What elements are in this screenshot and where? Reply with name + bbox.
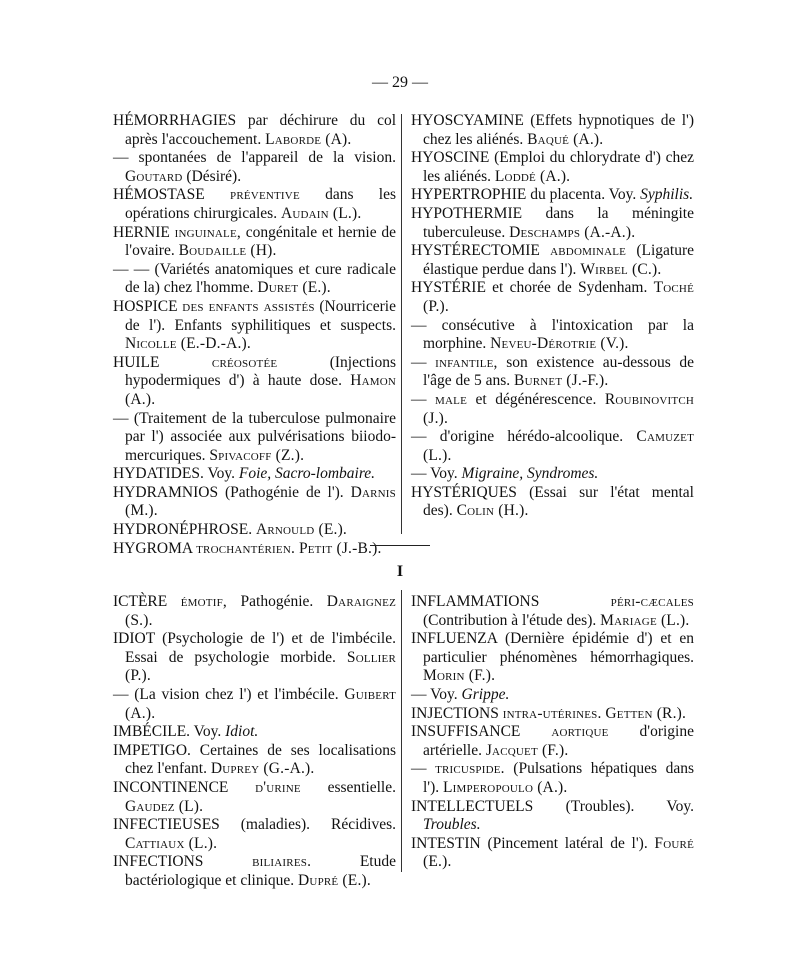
entry-smallcaps-text: Daraignez (S.). — [125, 593, 396, 629]
entry-smallcaps-text: Limperopoulo (A.). — [443, 778, 568, 796]
entry-text: INFLUENZA (Dernière épidémie d') et en particulier phénomènes hémorrhagiques. — [411, 630, 694, 666]
entry-text: HYDRAMNIOS (Pathogénie de l'). — [113, 483, 351, 501]
entry-text: (Contribution à l'étude des). — [423, 611, 601, 629]
entry-italic-text: Syphilis. — [640, 186, 694, 204]
entry-smallcaps-text: infantile, — [435, 353, 498, 371]
entry-smallcaps-text: Roubinovitch (J.). — [423, 390, 694, 427]
entry-text: HYOSCYAMINE (Effets hypnotiques de l') chez les aliénés. — [411, 112, 694, 148]
entry-text: — (La vision chez l') et l'imbécile. — [113, 685, 345, 703]
index-entry — [411, 112, 694, 149]
index-entry — [411, 798, 694, 835]
entry-text: HYOSCINE (Emploi du chlorydrate d') chez les aliénés. — [411, 149, 694, 185]
entry-text: (Pulsations hépatiques dans l'). — [423, 760, 695, 796]
entry-text: — Voy. — [411, 465, 462, 483]
index-entry — [113, 686, 396, 723]
index-entry — [113, 630, 396, 686]
entry-smallcaps-text: Getten (R.). — [605, 704, 687, 722]
entry-smallcaps-text: émotif, — [180, 593, 227, 610]
entry-smallcaps-text: Jacquet (F.). — [485, 741, 569, 759]
index-entry — [113, 298, 396, 354]
entry-smallcaps-text: préventive — [230, 186, 300, 204]
entry-smallcaps-text: aortique — [551, 723, 609, 741]
entry-smallcaps-text: intra-utérines. — [502, 704, 602, 722]
index-entry — [411, 686, 694, 705]
entry-smallcaps-text: Arnould (E.). — [255, 521, 348, 539]
entry-smallcaps-text: Petit (J.-B.). — [298, 539, 382, 557]
entry-smallcaps-text: inguinale, — [174, 223, 241, 241]
entry-text: et dégénérescence. — [467, 390, 605, 408]
entry-text: Etude bactériologique et clinique. — [125, 853, 396, 889]
entry-text: INFLAMMATIONS — [411, 593, 611, 610]
entry-text: HOSPICE — [113, 297, 183, 315]
index-entry — [411, 484, 694, 521]
entry-text: INCONTINENCE — [113, 778, 256, 796]
entry-text: HYSTÉRIE et chorée de Sydenham. — [411, 279, 654, 297]
entry-smallcaps-text: Duprey (G.-A.). — [210, 760, 315, 778]
entry-smallcaps-text: Hamon (A.). — [125, 372, 396, 408]
entry-smallcaps-text: Camuzet (L.). — [423, 428, 694, 464]
entry-text: HYDRONÉPHROSE. — [113, 521, 256, 539]
index-entry — [411, 428, 694, 465]
entry-smallcaps-text: Morin (F.). — [423, 667, 496, 685]
entry-smallcaps-text: Deschamps (A.-A.). — [509, 223, 636, 241]
entry-text: HÉMORRHAGIES par déchirure du col après l'accouchement. — [113, 112, 396, 148]
index-entry — [113, 593, 396, 630]
section-rule — [370, 545, 430, 546]
entry-text: — consécutive à l'intoxication par la morphine. — [411, 316, 694, 353]
index-entry — [113, 742, 396, 779]
entry-text: (Injections hypodermiques d') à haute dose. — [125, 353, 396, 390]
index-entry — [411, 723, 694, 760]
entry-smallcaps-text: tricuspide. — [435, 760, 505, 778]
entry-smallcaps-text: Dupré (E.). — [298, 871, 371, 889]
entry-smallcaps-text: créosotée — [211, 353, 278, 371]
entry-text: (Désiré). — [182, 167, 242, 185]
entry-smallcaps-text: Neveu-Dérotrie (V.). — [490, 335, 629, 353]
index-entry — [113, 723, 396, 742]
entry-text: INTESTIN (Pincement latéral de l'). — [411, 834, 655, 852]
entry-smallcaps-text: Loddé (A.). — [494, 167, 571, 185]
index-entry — [113, 816, 396, 853]
entry-text: — Voy. — [411, 685, 462, 703]
entry-text: HYDATIDES. Voy. — [113, 465, 239, 483]
entry-smallcaps-text: Boudaille (H). — [178, 242, 277, 260]
entry-italic-text: Migraine, Syndromes. — [461, 465, 599, 483]
entry-text: HUILE — [113, 353, 212, 371]
entry-text: — spontanées de l'appareil de la vision. — [113, 149, 396, 167]
index-entry — [411, 835, 694, 872]
column-top-right — [411, 112, 694, 521]
index-entry — [411, 186, 694, 205]
entry-smallcaps-text: Guibert (A.). — [125, 685, 396, 722]
index-entry — [113, 484, 396, 521]
column-divider-bottom — [401, 590, 402, 872]
entry-smallcaps-text: péri-cæcales — [610, 593, 694, 610]
entry-smallcaps-text: des enfants assistés — [182, 297, 315, 315]
entry-text: IDIOT (Psychologie de l') et de l'imbécile. Essai de psychologie morbide. — [113, 630, 396, 666]
index-entry — [411, 354, 694, 391]
entry-text: HYSTÉRECTOMIE — [411, 242, 551, 260]
entry-smallcaps-text: Cattiaux (L.). — [125, 834, 218, 852]
column-top-left — [113, 112, 396, 558]
entry-text: HYGROMA — [113, 539, 197, 557]
entry-text: dans les opérations chirurgicales. — [125, 186, 396, 222]
entry-text: (Nourricerie de l'). Enfants syphilitiques et suspects. — [125, 297, 396, 334]
index-entry — [113, 354, 396, 410]
entry-text: HYSTÉRIQUES (Essai sur l'état mental des). — [411, 483, 694, 520]
entry-text: IMPETIGO. Certaines de ses localisations chez l'enfant. — [113, 741, 396, 778]
index-entry — [411, 242, 694, 279]
entry-text: INTELLECTUELS (Troubles). Voy. — [411, 797, 694, 815]
page-number: — 29 — — [372, 74, 428, 91]
index-entry — [113, 410, 396, 466]
entry-smallcaps-text: trochantérien. — [196, 539, 296, 557]
entry-text: INFECTIONS — [113, 853, 253, 871]
entry-text: INFECTIEUSES (maladies). Récidives. — [113, 816, 396, 834]
column-bottom-left — [113, 593, 396, 891]
entry-text: congénitale et hernie de l'ovaire. — [125, 223, 396, 260]
index-entry — [411, 705, 694, 724]
entry-text: HYPOTHERMIE dans la méningite tuberculeuse. — [411, 204, 694, 241]
index-entry — [411, 630, 694, 686]
entry-text: INSUFFISANCE — [411, 723, 552, 741]
entry-smallcaps-text: Darnis (M.). — [125, 483, 396, 520]
entry-smallcaps-text: Sollier (P.). — [125, 648, 396, 685]
column-divider-top — [401, 114, 402, 534]
entry-text: — — [411, 390, 436, 408]
entry-text: — — [411, 353, 436, 371]
entry-italic-text: Foie, Sacro-lombaire. — [238, 465, 376, 483]
entry-smallcaps-text: Wirbel (C.). — [580, 260, 662, 278]
entry-text: son existence au-dessous de l'âge de 5 ans. — [423, 353, 695, 390]
entry-text: (Ligature élastique perdue dans l'). — [423, 242, 694, 278]
entry-smallcaps-text: Spivacoff (Z.). — [209, 446, 305, 464]
index-entry — [113, 112, 396, 149]
index-entry — [411, 149, 694, 186]
index-entry — [113, 149, 396, 186]
index-entry — [411, 205, 694, 242]
section-letter: I — [396, 563, 404, 580]
entry-text: HÉMOSTASE — [113, 186, 231, 204]
entry-smallcaps-text: Laborde (A). — [265, 130, 352, 148]
index-entry — [411, 465, 694, 484]
entry-smallcaps-text: Gaudez (L). — [125, 797, 204, 815]
index-entry — [113, 261, 396, 298]
entry-smallcaps-text: Duret (E.). — [257, 279, 331, 297]
entry-italic-text: Idiot. — [225, 723, 259, 741]
entry-text: — — (Variétés anatomiques et cure radicale de la) chez l'homme. — [113, 260, 396, 297]
index-entry — [411, 317, 694, 354]
entry-text: IMBÉCILE. Voy. — [113, 723, 226, 741]
index-entry — [113, 465, 396, 484]
index-entry — [113, 521, 396, 540]
entry-smallcaps-text: Nicolle (E.-D.-A.). — [125, 335, 251, 353]
entry-text: Pathogénie. — [227, 593, 327, 610]
entry-smallcaps-text: Colin (H.). — [456, 502, 529, 520]
entry-italic-text: Grippe. — [461, 685, 510, 703]
entry-text: INJECTIONS — [411, 704, 503, 722]
index-entry — [113, 853, 396, 890]
index-entry — [411, 279, 694, 316]
index-entry — [411, 391, 694, 428]
entry-text: HERNIE — [113, 223, 175, 241]
entry-smallcaps-text: Baqué (A.). — [527, 130, 604, 148]
index-entry — [113, 186, 396, 223]
entry-smallcaps-text: Mariage (L.). — [600, 611, 690, 629]
entry-text: d'origine artérielle. — [423, 723, 694, 759]
entry-italic-text: Troubles. — [423, 816, 481, 834]
entry-text: HYPERTROPHIE du placenta. Voy. — [411, 186, 641, 204]
entry-smallcaps-text: abdominale — [550, 242, 627, 260]
entry-smallcaps-text: Toché (P.). — [423, 279, 694, 315]
entry-text: — — [411, 760, 436, 778]
index-entry — [113, 224, 396, 261]
column-bottom-right — [411, 593, 694, 872]
entry-smallcaps-text: biliaires. — [252, 853, 312, 871]
entry-smallcaps-text: Fouré (E.). — [423, 834, 694, 871]
entry-smallcaps-text: Audain (L.). — [280, 204, 362, 222]
entry-text: essentielle. — [300, 778, 396, 796]
index-entry — [411, 593, 694, 630]
entry-smallcaps-text: d'urine — [255, 778, 301, 796]
entry-smallcaps-text: Goutard — [125, 167, 183, 185]
entry-text: — d'origine hérédo-alcoolique. — [411, 428, 637, 446]
index-entry — [411, 760, 694, 797]
entry-smallcaps-text: Burnet (J.-F.). — [514, 372, 609, 390]
index-entry — [113, 540, 396, 559]
entry-text: — (Traitement de la tuberculose pulmonaire par l') associée aux pulvérisations biiodo-mercuriques. — [113, 409, 396, 464]
entry-text: ICTÈRE — [113, 593, 181, 610]
index-entry — [113, 779, 396, 816]
entry-smallcaps-text: male — [435, 390, 467, 408]
